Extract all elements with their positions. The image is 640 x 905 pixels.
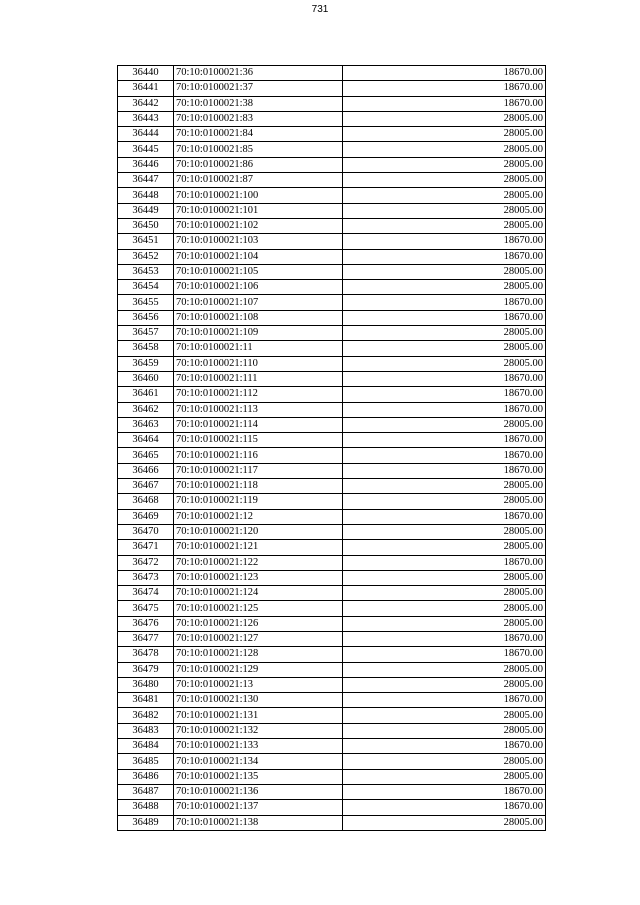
table-row — [118, 234, 546, 249]
cadastral-number-cell: 70:10:0100021:130 — [174, 693, 343, 708]
value-cell: 18670.00 — [343, 739, 546, 754]
row-number-cell: 36465 — [118, 448, 174, 463]
value-cell: 28005.00 — [343, 417, 546, 432]
table-row — [118, 326, 546, 341]
value-cell: 18670.00 — [343, 295, 546, 310]
table-row — [118, 111, 546, 126]
cadastral-number-cell: 70:10:0100021:124 — [174, 586, 343, 601]
cadastral-number-cell: 70:10:0100021:103 — [174, 234, 343, 249]
cadastral-number-cell: 70:10:0100021:132 — [174, 723, 343, 738]
value-cell: 28005.00 — [343, 218, 546, 233]
cadastral-number-cell: 70:10:0100021:111 — [174, 371, 343, 386]
row-number-cell: 36483 — [118, 723, 174, 738]
value-cell: 28005.00 — [343, 815, 546, 830]
cadastral-number-cell: 70:10:0100021:131 — [174, 708, 343, 723]
row-number-cell: 36455 — [118, 295, 174, 310]
table-row — [118, 96, 546, 111]
row-number-cell: 36440 — [118, 66, 174, 81]
row-number-cell: 36451 — [118, 234, 174, 249]
value-cell: 28005.00 — [343, 264, 546, 279]
value-cell: 28005.00 — [343, 111, 546, 126]
row-number-cell: 36442 — [118, 96, 174, 111]
value-cell: 18670.00 — [343, 371, 546, 386]
value-cell: 28005.00 — [343, 708, 546, 723]
cadastral-number-cell: 70:10:0100021:38 — [174, 96, 343, 111]
value-cell: 28005.00 — [343, 540, 546, 555]
table-row — [118, 295, 546, 310]
row-number-cell: 36487 — [118, 784, 174, 799]
row-number-cell: 36467 — [118, 479, 174, 494]
cadastral-number-cell: 70:10:0100021:117 — [174, 463, 343, 478]
cadastral-number-cell: 70:10:0100021:126 — [174, 616, 343, 631]
cadastral-number-cell: 70:10:0100021:116 — [174, 448, 343, 463]
cadastral-number-cell: 70:10:0100021:84 — [174, 127, 343, 142]
value-cell: 18670.00 — [343, 448, 546, 463]
row-number-cell: 36469 — [118, 509, 174, 524]
row-number-cell: 36450 — [118, 218, 174, 233]
row-number-cell: 36468 — [118, 494, 174, 509]
cadastral-number-cell: 70:10:0100021:113 — [174, 402, 343, 417]
row-number-cell: 36466 — [118, 463, 174, 478]
value-cell: 28005.00 — [343, 601, 546, 616]
value-cell: 28005.00 — [343, 157, 546, 172]
row-number-cell: 36485 — [118, 754, 174, 769]
value-cell: 18670.00 — [343, 402, 546, 417]
cadastral-number-cell: 70:10:0100021:123 — [174, 570, 343, 585]
cadastral-number-cell: 70:10:0100021:120 — [174, 524, 343, 539]
table-row — [118, 693, 546, 708]
table-row — [118, 677, 546, 692]
table-row — [118, 81, 546, 96]
table-row — [118, 448, 546, 463]
cadastral-number-cell: 70:10:0100021:102 — [174, 218, 343, 233]
table-row — [118, 509, 546, 524]
value-cell: 28005.00 — [343, 173, 546, 188]
row-number-cell: 36479 — [118, 662, 174, 677]
row-number-cell: 36482 — [118, 708, 174, 723]
cadastral-number-cell: 70:10:0100021:109 — [174, 326, 343, 341]
row-number-cell: 36484 — [118, 739, 174, 754]
value-cell: 18670.00 — [343, 81, 546, 96]
cadastral-number-cell: 70:10:0100021:118 — [174, 479, 343, 494]
value-cell: 28005.00 — [343, 723, 546, 738]
table-row — [118, 264, 546, 279]
row-number-cell: 36457 — [118, 326, 174, 341]
value-cell: 28005.00 — [343, 203, 546, 218]
table-row — [118, 371, 546, 386]
table-row — [118, 479, 546, 494]
cadastral-number-cell: 70:10:0100021:108 — [174, 310, 343, 325]
table-row — [118, 723, 546, 738]
table-row — [118, 754, 546, 769]
row-number-cell: 36452 — [118, 249, 174, 264]
table-row — [118, 417, 546, 432]
table-row — [118, 647, 546, 662]
table-row — [118, 218, 546, 233]
value-cell: 18670.00 — [343, 433, 546, 448]
table-row — [118, 341, 546, 356]
value-cell: 28005.00 — [343, 280, 546, 295]
table-row — [118, 356, 546, 371]
value-cell: 28005.00 — [343, 769, 546, 784]
row-number-cell: 36456 — [118, 310, 174, 325]
cadastral-number-cell: 70:10:0100021:134 — [174, 754, 343, 769]
cadastral-number-cell: 70:10:0100021:135 — [174, 769, 343, 784]
value-cell: 18670.00 — [343, 555, 546, 570]
table-row — [118, 310, 546, 325]
value-cell: 18670.00 — [343, 800, 546, 815]
table-row — [118, 800, 546, 815]
table-row — [118, 494, 546, 509]
table-row — [118, 66, 546, 81]
row-number-cell: 36454 — [118, 280, 174, 295]
value-cell: 18670.00 — [343, 387, 546, 402]
cadastral-number-cell: 70:10:0100021:114 — [174, 417, 343, 432]
row-number-cell: 36449 — [118, 203, 174, 218]
value-cell: 18670.00 — [343, 631, 546, 646]
cadastral-number-cell: 70:10:0100021:136 — [174, 784, 343, 799]
cadastral-number-cell: 70:10:0100021:110 — [174, 356, 343, 371]
cadastral-number-cell: 70:10:0100021:122 — [174, 555, 343, 570]
row-number-cell: 36489 — [118, 815, 174, 830]
table-row — [118, 463, 546, 478]
row-number-cell: 36448 — [118, 188, 174, 203]
table-row — [118, 402, 546, 417]
value-cell: 28005.00 — [343, 341, 546, 356]
value-cell: 28005.00 — [343, 479, 546, 494]
value-cell: 28005.00 — [343, 142, 546, 157]
row-number-cell: 36477 — [118, 631, 174, 646]
value-cell: 28005.00 — [343, 677, 546, 692]
row-number-cell: 36443 — [118, 111, 174, 126]
cadastral-number-cell: 70:10:0100021:119 — [174, 494, 343, 509]
cadastral-number-cell: 70:10:0100021:36 — [174, 66, 343, 81]
cadastral-number-cell: 70:10:0100021:105 — [174, 264, 343, 279]
row-number-cell: 36462 — [118, 402, 174, 417]
table-row — [118, 586, 546, 601]
row-number-cell: 36445 — [118, 142, 174, 157]
row-number-cell: 36474 — [118, 586, 174, 601]
cadastral-value-table — [117, 65, 546, 831]
cadastral-number-cell: 70:10:0100021:11 — [174, 341, 343, 356]
row-number-cell: 36461 — [118, 387, 174, 402]
cadastral-number-cell: 70:10:0100021:37 — [174, 81, 343, 96]
table-row — [118, 739, 546, 754]
row-number-cell: 36486 — [118, 769, 174, 784]
row-number-cell: 36463 — [118, 417, 174, 432]
value-cell: 28005.00 — [343, 662, 546, 677]
row-number-cell: 36446 — [118, 157, 174, 172]
row-number-cell: 36441 — [118, 81, 174, 96]
row-number-cell: 36464 — [118, 433, 174, 448]
row-number-cell: 36459 — [118, 356, 174, 371]
value-cell: 28005.00 — [343, 494, 546, 509]
value-cell: 18670.00 — [343, 310, 546, 325]
table-row — [118, 157, 546, 172]
row-number-cell: 36444 — [118, 127, 174, 142]
cadastral-number-cell: 70:10:0100021:128 — [174, 647, 343, 662]
value-cell: 18670.00 — [343, 249, 546, 264]
cadastral-number-cell: 70:10:0100021:106 — [174, 280, 343, 295]
value-cell: 18670.00 — [343, 509, 546, 524]
row-number-cell: 36470 — [118, 524, 174, 539]
table-row — [118, 173, 546, 188]
table-row — [118, 203, 546, 218]
page-number: 731 — [311, 4, 329, 15]
row-number-cell: 36471 — [118, 540, 174, 555]
value-cell: 28005.00 — [343, 754, 546, 769]
row-number-cell: 36480 — [118, 677, 174, 692]
table-row — [118, 631, 546, 646]
value-cell: 28005.00 — [343, 586, 546, 601]
value-cell: 18670.00 — [343, 234, 546, 249]
table-row — [118, 433, 546, 448]
table-row — [118, 249, 546, 264]
value-cell: 28005.00 — [343, 326, 546, 341]
table-row — [118, 570, 546, 585]
table-row — [118, 127, 546, 142]
value-cell: 28005.00 — [343, 127, 546, 142]
table-row — [118, 616, 546, 631]
row-number-cell: 36481 — [118, 693, 174, 708]
cadastral-number-cell: 70:10:0100021:137 — [174, 800, 343, 815]
value-cell: 18670.00 — [343, 784, 546, 799]
cadastral-number-cell: 70:10:0100021:101 — [174, 203, 343, 218]
row-number-cell: 36473 — [118, 570, 174, 585]
table-row — [118, 387, 546, 402]
cadastral-number-cell: 70:10:0100021:87 — [174, 173, 343, 188]
row-number-cell: 36476 — [118, 616, 174, 631]
cadastral-number-cell: 70:10:0100021:86 — [174, 157, 343, 172]
value-cell: 18670.00 — [343, 463, 546, 478]
cadastral-number-cell: 70:10:0100021:13 — [174, 677, 343, 692]
table-row — [118, 769, 546, 784]
table-row — [118, 142, 546, 157]
table-row — [118, 662, 546, 677]
value-cell: 28005.00 — [343, 188, 546, 203]
table-row — [118, 524, 546, 539]
table-row — [118, 188, 546, 203]
row-number-cell: 36472 — [118, 555, 174, 570]
table-row — [118, 815, 546, 830]
table-row — [118, 708, 546, 723]
row-number-cell: 36458 — [118, 341, 174, 356]
value-cell: 28005.00 — [343, 616, 546, 631]
table-row — [118, 280, 546, 295]
cadastral-number-cell: 70:10:0100021:85 — [174, 142, 343, 157]
cadastral-number-cell: 70:10:0100021:107 — [174, 295, 343, 310]
cadastral-number-cell: 70:10:0100021:83 — [174, 111, 343, 126]
value-cell: 28005.00 — [343, 524, 546, 539]
table-row — [118, 784, 546, 799]
cadastral-number-cell: 70:10:0100021:112 — [174, 387, 343, 402]
cadastral-number-cell: 70:10:0100021:115 — [174, 433, 343, 448]
value-cell: 28005.00 — [343, 356, 546, 371]
value-cell: 18670.00 — [343, 96, 546, 111]
value-cell: 18670.00 — [343, 647, 546, 662]
row-number-cell: 36447 — [118, 173, 174, 188]
cadastral-number-cell: 70:10:0100021:104 — [174, 249, 343, 264]
cadastral-number-cell: 70:10:0100021:125 — [174, 601, 343, 616]
row-number-cell: 36460 — [118, 371, 174, 386]
value-cell: 28005.00 — [343, 570, 546, 585]
row-number-cell: 36488 — [118, 800, 174, 815]
table-body — [118, 66, 546, 831]
cadastral-number-cell: 70:10:0100021:127 — [174, 631, 343, 646]
row-number-cell: 36475 — [118, 601, 174, 616]
row-number-cell: 36478 — [118, 647, 174, 662]
cadastral-number-cell: 70:10:0100021:129 — [174, 662, 343, 677]
table-row — [118, 555, 546, 570]
cadastral-number-cell: 70:10:0100021:100 — [174, 188, 343, 203]
value-cell: 18670.00 — [343, 693, 546, 708]
cadastral-number-cell: 70:10:0100021:12 — [174, 509, 343, 524]
row-number-cell: 36453 — [118, 264, 174, 279]
cadastral-number-cell: 70:10:0100021:121 — [174, 540, 343, 555]
cadastral-number-cell: 70:10:0100021:138 — [174, 815, 343, 830]
table-row — [118, 540, 546, 555]
value-cell: 18670.00 — [343, 66, 546, 81]
cadastral-number-cell: 70:10:0100021:133 — [174, 739, 343, 754]
table-row — [118, 601, 546, 616]
